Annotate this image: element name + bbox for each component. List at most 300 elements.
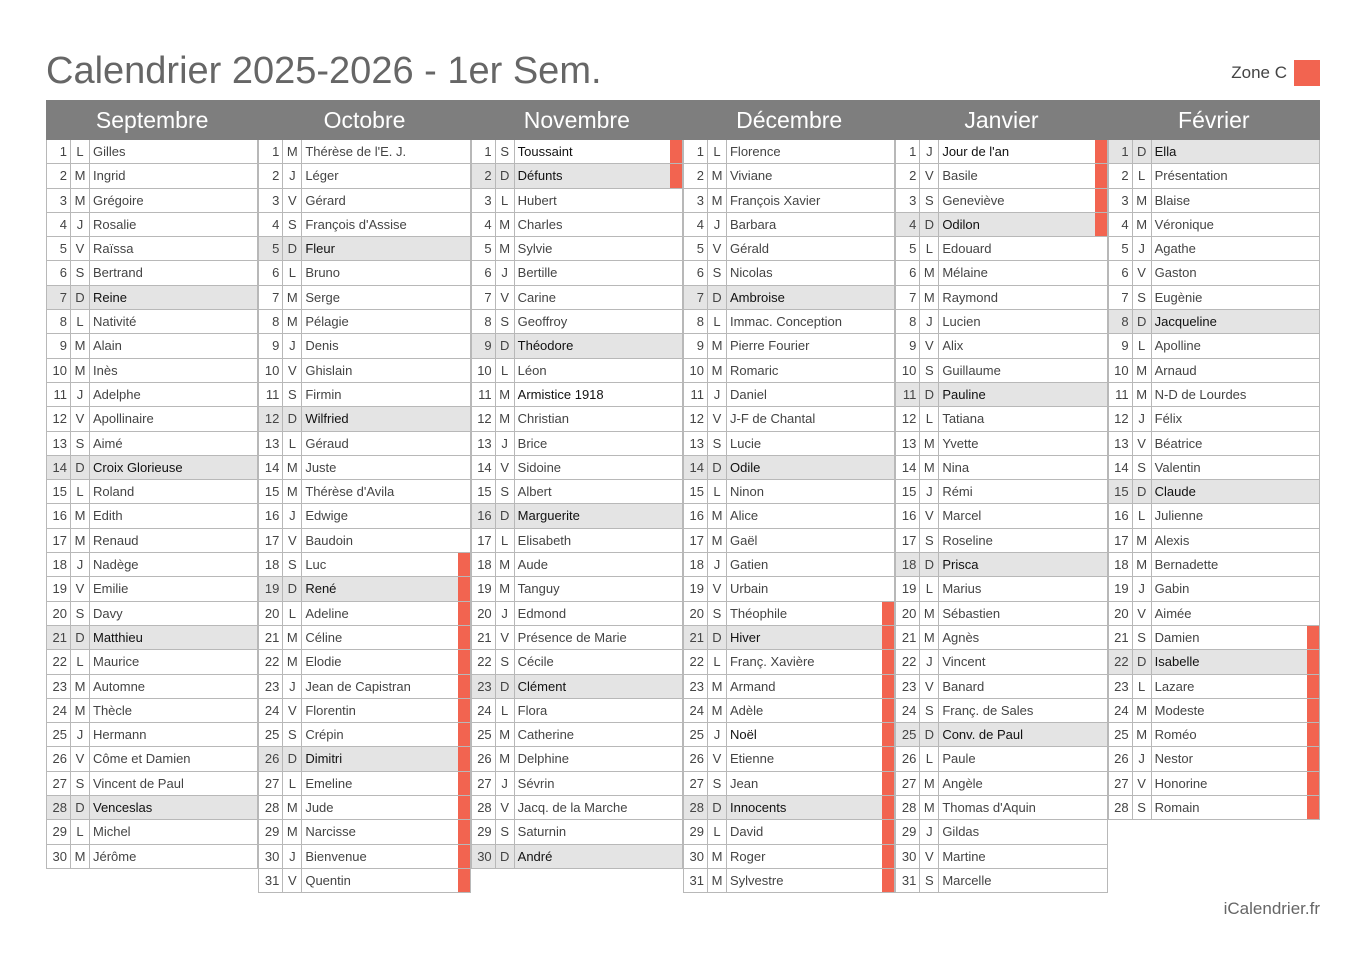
day-number: 28	[472, 796, 496, 819]
weekday-letter: J	[283, 675, 302, 698]
saint-name: Catherine	[517, 727, 575, 743]
saint-name: Honorine	[1154, 775, 1208, 791]
weekday-letter: J	[71, 213, 90, 236]
weekday-letter: S	[496, 480, 515, 503]
school-holiday-marker	[1307, 699, 1319, 722]
day-number: 11	[259, 383, 283, 406]
day-row	[896, 286, 1107, 310]
weekday-letter: D	[283, 237, 302, 260]
weekday-letter: M	[920, 602, 939, 625]
saint-name: Vincent de Paul	[93, 775, 184, 791]
saint-name: Barbara	[729, 216, 777, 232]
day-number: 29	[47, 820, 71, 843]
day-number: 31	[896, 869, 920, 892]
saint-name: J-F de Chantal	[729, 411, 816, 427]
day-number: 24	[47, 699, 71, 722]
day-row	[47, 845, 258, 869]
weekday-letter: M	[283, 820, 302, 843]
saint-name: Lucie	[729, 435, 762, 451]
weekday-letter: S	[1133, 456, 1152, 479]
saint-name: Crépin	[305, 727, 344, 743]
weekday-letter: M	[71, 334, 90, 357]
saint-name: Toussaint	[517, 144, 573, 159]
saint-name: N-D de Lourdes	[1154, 386, 1247, 402]
day-number: 28	[684, 796, 708, 819]
day-row	[472, 796, 683, 820]
day-row	[472, 164, 683, 188]
day-number: 30	[47, 845, 71, 868]
saint-name: Isabelle	[1154, 654, 1200, 670]
saint-name: Automne	[93, 678, 146, 694]
day-number: 19	[1109, 577, 1133, 600]
day-number: 1	[684, 140, 708, 163]
weekday-letter: L	[708, 650, 727, 673]
weekday-letter: S	[283, 553, 302, 576]
saint-name: Firmin	[305, 386, 342, 402]
saint-name: Viviane	[729, 168, 773, 184]
month-days	[471, 140, 683, 869]
school-holiday-marker	[458, 650, 470, 673]
saint-name: Sidoine	[517, 459, 562, 475]
calendar-grid	[46, 100, 1320, 893]
day-row	[1109, 480, 1320, 504]
weekday-letter: L	[71, 480, 90, 503]
day-row	[259, 213, 470, 237]
day-number: 18	[472, 553, 496, 576]
saint-name: Edith	[93, 508, 123, 524]
day-row	[472, 602, 683, 626]
weekday-letter: M	[71, 189, 90, 212]
day-number: 8	[1109, 310, 1133, 333]
saint-name: Dimitri	[305, 751, 343, 767]
day-row	[896, 432, 1107, 456]
school-holiday-marker	[1307, 650, 1319, 673]
saint-name: Odile	[729, 459, 761, 475]
page-title: Calendrier 2025-2026 - 1er Sem.	[46, 50, 602, 92]
saint-name: Défunts	[517, 168, 563, 184]
weekday-letter: D	[708, 626, 727, 649]
day-row	[896, 723, 1107, 747]
day-row	[47, 383, 258, 407]
weekday-letter: J	[283, 504, 302, 527]
school-holiday-marker	[458, 747, 470, 770]
day-row	[47, 237, 258, 261]
weekday-letter: M	[71, 529, 90, 552]
saint-name: Agnès	[942, 629, 980, 645]
day-row	[896, 383, 1107, 407]
day-number: 2	[1109, 164, 1133, 187]
day-number: 24	[472, 699, 496, 722]
weekday-letter: D	[920, 213, 939, 236]
zone-color-swatch	[1294, 60, 1320, 86]
school-holiday-marker	[882, 699, 894, 722]
saint-name: Thérèse d'Avila	[305, 484, 395, 500]
weekday-letter: M	[708, 164, 727, 187]
weekday-letter: M	[920, 286, 939, 309]
day-row	[472, 480, 683, 504]
day-number: 14	[1109, 456, 1133, 479]
day-row	[472, 723, 683, 747]
day-row	[684, 626, 895, 650]
day-row	[259, 237, 470, 261]
day-row	[259, 383, 470, 407]
weekday-letter: M	[920, 261, 939, 284]
saint-name: Edouard	[942, 241, 992, 257]
day-number: 20	[684, 602, 708, 625]
day-row	[896, 407, 1107, 431]
day-row	[1109, 261, 1320, 285]
weekday-letter: D	[1133, 480, 1152, 503]
weekday-letter: J	[496, 602, 515, 625]
school-holiday-marker	[670, 140, 682, 163]
school-holiday-marker	[882, 602, 894, 625]
day-row	[896, 334, 1107, 358]
day-row	[472, 189, 683, 213]
day-number: 12	[896, 407, 920, 430]
weekday-letter: L	[1133, 164, 1152, 187]
weekday-letter: S	[71, 772, 90, 795]
saint-name: Delphine	[517, 751, 569, 767]
day-row	[472, 237, 683, 261]
weekday-letter: M	[920, 772, 939, 795]
day-number: 27	[684, 772, 708, 795]
saint-name: Aimé	[93, 435, 123, 451]
day-row	[47, 334, 258, 358]
weekday-letter: M	[708, 189, 727, 212]
school-holiday-marker	[1307, 675, 1319, 698]
saint-name: Clément	[517, 678, 567, 694]
day-number: 17	[259, 529, 283, 552]
saint-name: Franç. Xavière	[729, 654, 815, 670]
saint-name: Edwige	[305, 508, 348, 524]
day-row	[472, 699, 683, 723]
day-row	[47, 164, 258, 188]
day-row	[259, 261, 470, 285]
day-number: 23	[259, 675, 283, 698]
saint-name: Romaric	[729, 362, 779, 378]
weekday-letter: J	[1133, 577, 1152, 600]
saint-name: Bertille	[517, 265, 558, 281]
saint-name: Etienne	[729, 751, 775, 767]
saint-name: Thérèse de l'E. J.	[305, 144, 407, 159]
day-row	[896, 699, 1107, 723]
weekday-letter: L	[496, 359, 515, 382]
day-row	[684, 237, 895, 261]
weekday-letter: M	[708, 675, 727, 698]
saint-name: Tanguy	[517, 581, 560, 597]
month-column	[1108, 100, 1320, 893]
saint-name: Hubert	[517, 192, 557, 208]
day-number: 11	[896, 383, 920, 406]
weekday-letter: D	[496, 164, 515, 187]
weekday-letter: S	[71, 602, 90, 625]
day-number: 24	[684, 699, 708, 722]
day-number: 21	[259, 626, 283, 649]
day-row	[259, 432, 470, 456]
day-row	[259, 723, 470, 747]
weekday-letter: L	[496, 699, 515, 722]
saint-name: Lazare	[1154, 678, 1195, 694]
saint-name: Agathe	[1154, 241, 1196, 257]
school-holiday-marker	[458, 772, 470, 795]
weekday-letter: J	[708, 213, 727, 236]
saint-name: François d'Assise	[305, 216, 407, 232]
day-number: 31	[684, 869, 708, 892]
saint-name: Véronique	[1154, 216, 1214, 232]
weekday-letter: S	[708, 602, 727, 625]
saint-name: Théodore	[517, 338, 574, 354]
school-holiday-marker	[458, 602, 470, 625]
weekday-letter: M	[1133, 699, 1152, 722]
day-number: 3	[896, 189, 920, 212]
day-row	[1109, 650, 1320, 674]
day-number: 3	[47, 189, 71, 212]
day-row	[259, 626, 470, 650]
weekday-letter: D	[71, 796, 90, 819]
day-row	[684, 869, 895, 893]
weekday-letter: V	[1133, 432, 1152, 455]
day-number: 10	[259, 359, 283, 382]
weekday-letter: M	[283, 796, 302, 819]
day-number: 8	[684, 310, 708, 333]
saint-name: Emeline	[305, 775, 353, 791]
day-number: 10	[684, 359, 708, 382]
weekday-letter: L	[1133, 334, 1152, 357]
weekday-letter: M	[283, 456, 302, 479]
day-number: 23	[896, 675, 920, 698]
school-holiday-marker	[458, 699, 470, 722]
saint-name: Raymond	[942, 289, 998, 305]
saint-name: Lucien	[942, 314, 981, 330]
day-number: 2	[47, 164, 71, 187]
saint-name: Alix	[942, 338, 964, 354]
weekday-letter: D	[496, 334, 515, 357]
saint-name: Brice	[517, 435, 548, 451]
day-row	[1109, 383, 1320, 407]
day-number: 16	[259, 504, 283, 527]
saint-name: Franç. de Sales	[942, 702, 1034, 718]
saint-name: Geoffroy	[517, 314, 568, 330]
day-number: 9	[47, 334, 71, 357]
day-number: 2	[684, 164, 708, 187]
day-number: 20	[896, 602, 920, 625]
weekday-letter: M	[708, 699, 727, 722]
school-holiday-marker	[1095, 213, 1107, 236]
weekday-letter: L	[496, 189, 515, 212]
day-number: 27	[259, 772, 283, 795]
weekday-letter: V	[708, 577, 727, 600]
weekday-letter: V	[71, 577, 90, 600]
day-number: 23	[472, 675, 496, 698]
saint-name: René	[305, 581, 337, 597]
footer-credit: iCalendrier.fr	[1223, 899, 1320, 918]
day-number: 16	[1109, 504, 1133, 527]
saint-name: Alice	[729, 508, 759, 524]
month-column	[683, 100, 895, 893]
day-row	[472, 772, 683, 796]
day-row	[259, 359, 470, 383]
weekday-letter: S	[920, 869, 939, 892]
weekday-letter: M	[920, 432, 939, 455]
saint-name: Marius	[942, 581, 982, 597]
weekday-letter: L	[283, 602, 302, 625]
saint-name: Eugènie	[1154, 289, 1203, 305]
weekday-letter: S	[1133, 626, 1152, 649]
day-number: 7	[259, 286, 283, 309]
saint-name: Michel	[93, 824, 131, 840]
day-row	[684, 334, 895, 358]
saint-name: Gaston	[1154, 265, 1197, 281]
day-number: 8	[259, 310, 283, 333]
day-row	[472, 359, 683, 383]
day-number: 4	[684, 213, 708, 236]
weekday-letter: S	[708, 432, 727, 455]
day-number: 27	[1109, 772, 1133, 795]
weekday-letter: L	[920, 237, 939, 260]
weekday-letter: J	[496, 261, 515, 284]
day-row	[684, 359, 895, 383]
weekday-letter: J	[283, 334, 302, 357]
saint-name: Juste	[305, 459, 337, 475]
day-row	[47, 407, 258, 431]
day-row	[47, 213, 258, 237]
weekday-letter: V	[71, 407, 90, 430]
saint-name: Venceslas	[93, 800, 153, 816]
weekday-letter: L	[920, 407, 939, 430]
saint-name: Sylvie	[517, 241, 553, 257]
month-column	[46, 100, 258, 893]
saint-name: Urbain	[729, 581, 769, 597]
saint-name: Flora	[517, 702, 548, 718]
day-row	[259, 456, 470, 480]
day-number: 17	[1109, 529, 1133, 552]
day-number: 1	[472, 140, 496, 163]
saint-name: Christian	[517, 411, 569, 427]
school-holiday-marker	[882, 869, 894, 892]
saint-name: Ninon	[729, 484, 764, 500]
day-row	[472, 529, 683, 553]
day-row	[47, 359, 258, 383]
school-holiday-marker	[1307, 796, 1319, 819]
day-row	[896, 140, 1107, 164]
saint-name: François Xavier	[729, 192, 821, 208]
saint-name: Jour de l'an	[942, 144, 1010, 159]
day-number: 25	[259, 723, 283, 746]
saint-name: Denis	[305, 338, 339, 354]
day-row	[684, 650, 895, 674]
saint-name: Léger	[305, 168, 339, 184]
day-row	[1109, 213, 1320, 237]
school-holiday-marker	[458, 723, 470, 746]
day-row	[896, 553, 1107, 577]
day-number: 9	[1109, 334, 1133, 357]
day-number: 7	[684, 286, 708, 309]
saint-name: Sévrin	[517, 775, 555, 791]
weekday-letter: J	[920, 820, 939, 843]
day-number: 28	[1109, 796, 1133, 819]
school-holiday-marker	[1307, 747, 1319, 770]
day-row	[259, 796, 470, 820]
weekday-letter: V	[1133, 772, 1152, 795]
school-holiday-marker	[458, 675, 470, 698]
day-row	[896, 189, 1107, 213]
weekday-letter: D	[920, 383, 939, 406]
day-row	[259, 747, 470, 771]
saint-name: Emilie	[93, 581, 129, 597]
saint-name: Prisca	[942, 557, 979, 573]
day-number: 10	[896, 359, 920, 382]
weekday-letter: V	[920, 334, 939, 357]
weekday-letter: D	[71, 456, 90, 479]
school-holiday-marker	[670, 164, 682, 187]
day-number: 18	[1109, 553, 1133, 576]
day-number: 21	[896, 626, 920, 649]
day-row	[684, 699, 895, 723]
saint-name: Roméo	[1154, 727, 1197, 743]
day-row	[896, 213, 1107, 237]
day-row	[259, 310, 470, 334]
saint-name: Paule	[942, 751, 976, 767]
day-row	[896, 602, 1107, 626]
weekday-letter: D	[1133, 310, 1152, 333]
day-number: 13	[684, 432, 708, 455]
day-number: 16	[472, 504, 496, 527]
saint-name: Roland	[93, 484, 135, 500]
day-row	[472, 261, 683, 285]
day-row	[472, 432, 683, 456]
day-number: 8	[896, 310, 920, 333]
day-number: 25	[684, 723, 708, 746]
day-number: 24	[259, 699, 283, 722]
saint-name: Nativité	[93, 314, 137, 330]
saint-name: Modeste	[1154, 702, 1205, 718]
weekday-letter: M	[71, 845, 90, 868]
day-row	[896, 359, 1107, 383]
day-row	[1109, 626, 1320, 650]
weekday-letter: D	[283, 747, 302, 770]
saint-name: Ambroise	[729, 289, 785, 305]
saint-name: Roger	[729, 848, 766, 864]
weekday-letter: M	[283, 480, 302, 503]
day-row	[896, 504, 1107, 528]
saint-name: Apollinaire	[93, 411, 154, 427]
weekday-letter: D	[283, 407, 302, 430]
day-row	[684, 286, 895, 310]
month-header: Novembre	[471, 100, 683, 140]
weekday-letter: V	[71, 747, 90, 770]
day-row	[472, 213, 683, 237]
saint-name: Adèle	[729, 702, 764, 718]
saint-name: Alain	[93, 338, 122, 354]
school-holiday-marker	[882, 796, 894, 819]
saint-name: Gaël	[729, 532, 758, 548]
weekday-letter: D	[920, 723, 939, 746]
month-days	[683, 140, 895, 893]
day-row	[684, 456, 895, 480]
day-row	[47, 723, 258, 747]
weekday-letter: M	[1133, 723, 1152, 746]
day-number: 9	[259, 334, 283, 357]
weekday-letter: S	[1133, 286, 1152, 309]
weekday-letter: S	[496, 310, 515, 333]
month-header: Février	[1108, 100, 1320, 140]
day-number: 25	[472, 723, 496, 746]
saint-name: Marcel	[942, 508, 982, 524]
day-number: 7	[47, 286, 71, 309]
day-row	[1109, 237, 1320, 261]
month-days	[895, 140, 1107, 893]
day-row	[684, 723, 895, 747]
